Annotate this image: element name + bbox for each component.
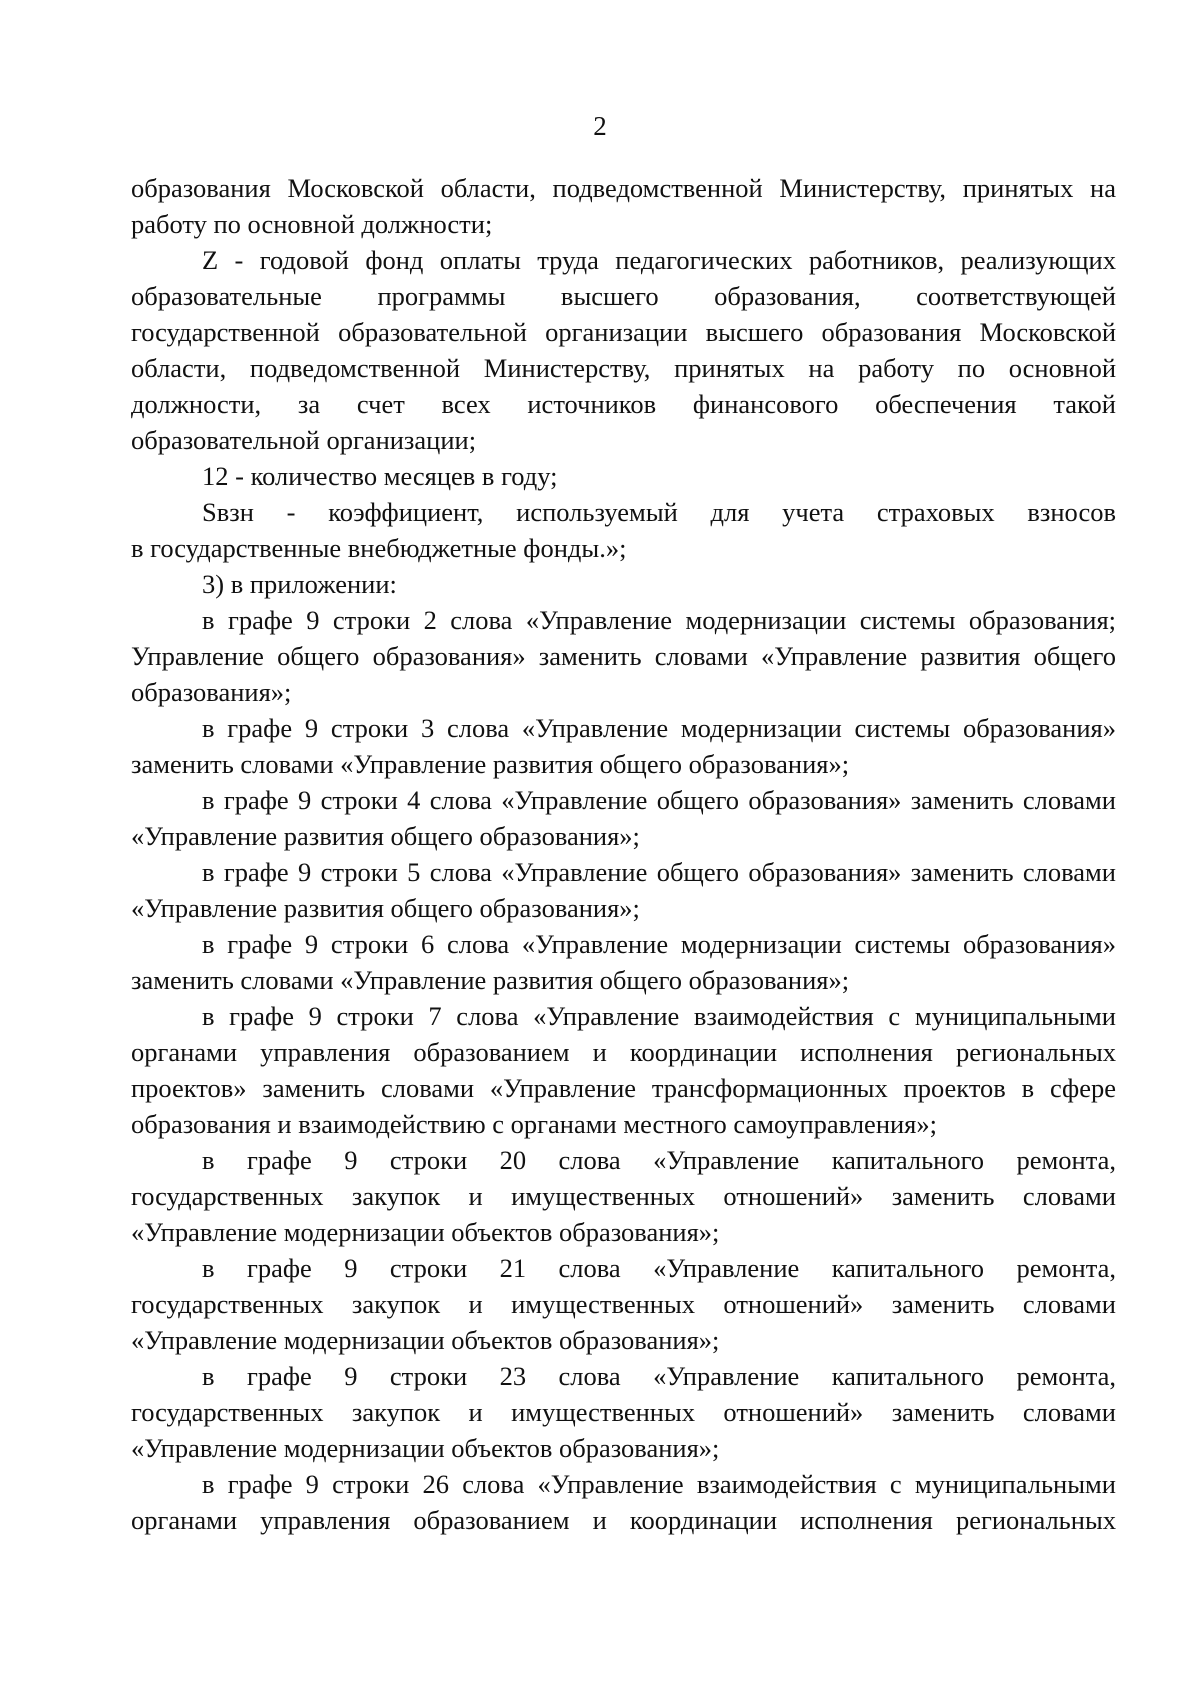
text-line: Управление общего образования» заменить словами «Управление развития общего — [131, 641, 1116, 671]
text-line: области, подведомственной Министерству, принятых на работу по основной — [131, 353, 1116, 383]
text-line: работу по основной должности; — [131, 209, 493, 239]
text-line: образовательной организации; — [131, 425, 477, 455]
text-line: образования Московской области, подведомственной Министерству, принятых на — [131, 173, 1116, 203]
text-line: «Управление развития общего образования»; — [131, 893, 640, 923]
text-line: «Управление развития общего образования»; — [131, 821, 640, 851]
text-line: Sвзн - коэффициент, используемый для учета страховых взносов — [202, 497, 1116, 527]
text-line: в графе 9 строки 4 слова «Управление общего образования» заменить словами — [202, 785, 1116, 815]
text-line: заменить словами «Управление развития общего образования»; — [131, 965, 850, 995]
text-line: 3) в приложении: — [202, 569, 397, 599]
text-line: заменить словами «Управление развития общего образования»; — [131, 749, 850, 779]
text-line: в графе 9 строки 21 слова «Управление капитального ремонта, — [202, 1253, 1116, 1283]
text-line: «Управление модернизации объектов образования»; — [131, 1217, 720, 1247]
text-line: проектов» заменить словами «Управление трансформационных проектов в сфере — [131, 1073, 1116, 1103]
text-line: государственной образовательной организации высшего образования Московской — [131, 317, 1116, 347]
text-line: в графе 9 строки 26 слова «Управление взаимодействия с муниципальными — [202, 1469, 1116, 1499]
text-line: Z - годовой фонд оплаты труда педагогических работников, реализующих — [202, 245, 1116, 275]
text-line: образования»; — [131, 677, 292, 707]
text-line: «Управление модернизации объектов образования»; — [131, 1433, 720, 1463]
text-line: в графе 9 строки 5 слова «Управление общего образования» заменить словами — [202, 857, 1116, 887]
text-line: государственных закупок и имущественных отношений» заменить словами — [131, 1289, 1116, 1319]
text-line: в государственные внебюджетные фонды.»; — [131, 533, 627, 563]
text-line: органами управления образованием и координации исполнения региональных — [131, 1037, 1116, 1067]
text-line: в графе 9 строки 6 слова «Управление модернизации системы образования» — [202, 929, 1116, 959]
text-line: 12 - количество месяцев в году; — [202, 461, 558, 491]
text-line: образовательные программы высшего образования, соответствующей — [131, 281, 1116, 311]
text-line: образования и взаимодействию с органами местного самоуправления»; — [131, 1109, 937, 1139]
document-body — [131, 170, 1116, 1538]
text-line: в графе 9 строки 20 слова «Управление капитального ремонта, — [202, 1145, 1116, 1175]
text-line: государственных закупок и имущественных отношений» заменить словами — [131, 1181, 1116, 1211]
text-line: государственных закупок и имущественных отношений» заменить словами — [131, 1397, 1116, 1427]
text-line: должности, за счет всех источников финансового обеспечения такой — [131, 389, 1116, 419]
text-line: в графе 9 строки 7 слова «Управление взаимодействия с муниципальными — [202, 1001, 1116, 1031]
text-line: «Управление модернизации объектов образования»; — [131, 1325, 720, 1355]
text-line: в графе 9 строки 23 слова «Управление капитального ремонта, — [202, 1361, 1116, 1391]
text-line: в графе 9 строки 3 слова «Управление модернизации системы образования» — [202, 713, 1116, 743]
text-line: органами управления образованием и координации исполнения региональных — [131, 1505, 1116, 1535]
page-number: 2 — [593, 111, 607, 141]
text-line: в графе 9 строки 2 слова «Управление модернизации системы образования; — [202, 605, 1116, 635]
